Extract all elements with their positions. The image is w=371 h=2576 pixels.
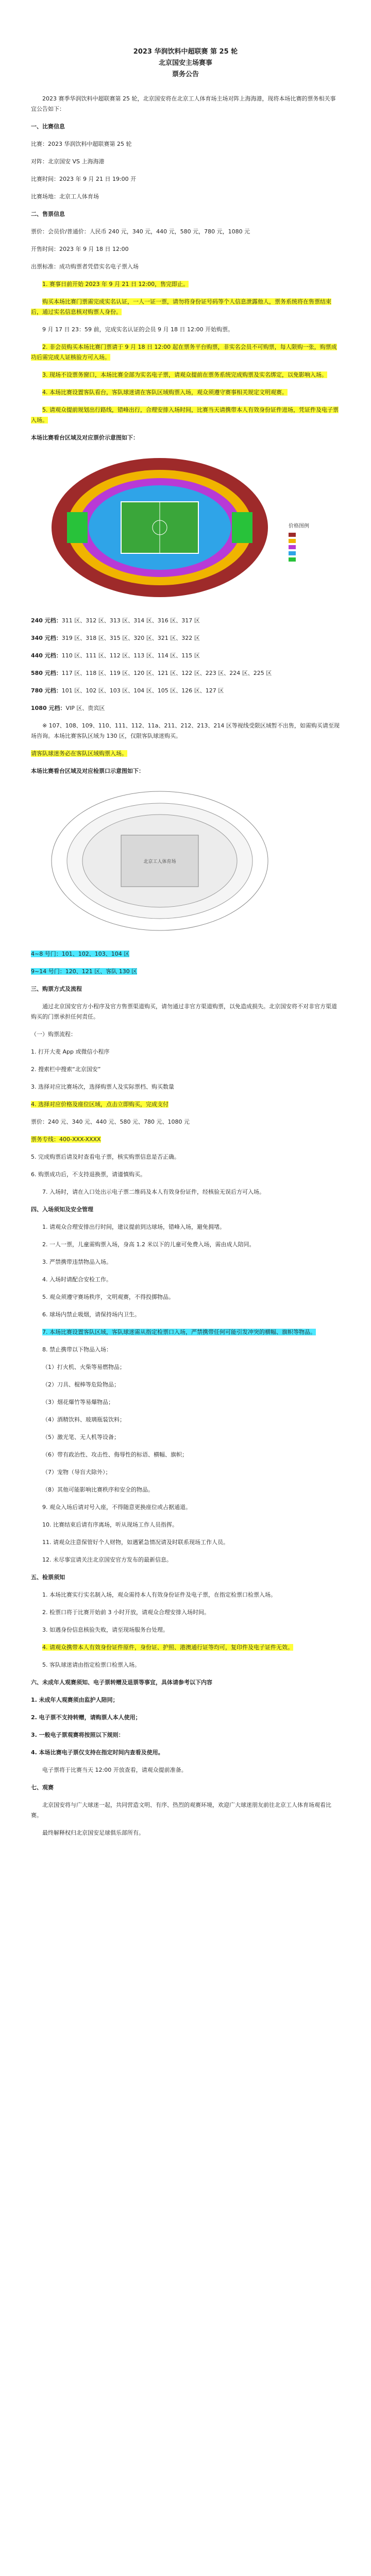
document-body bbox=[31, 46, 340, 1845]
step-2: 2. 搜索栏中搜索“北京国安” bbox=[31, 1066, 101, 1073]
rule-item-4: 4. 本场比赛电子票仅支持在指定时间内查看及使用。 bbox=[31, 1749, 164, 1756]
legend-swatch-5 bbox=[289, 557, 296, 562]
venue-line: 比赛场地：北京工人体育场 bbox=[31, 193, 99, 200]
price-line: 票价：会员价/普通价：人民币 240 元，340 元，440 元，580 元，780 元，1080 元 bbox=[31, 228, 250, 235]
legend-title: 价格图例 bbox=[289, 523, 309, 529]
check-item-2: 2. 检票口将于比赛开始前 3 小时开放，请观众合理安排入场时间。 bbox=[42, 1609, 210, 1616]
price-zone-zones-1: 311 区、312 区、313 区、314 区、316 区、317 区 bbox=[61, 617, 200, 624]
price-zone-zones-3: 110 区、111 区、112 区、113 区、114 区、115 区 bbox=[61, 652, 200, 659]
prohibited-item-1: （1）打火机、火柴等易燃物品； bbox=[42, 1364, 125, 1370]
check-item-4-highlight: 4. 请观众携带本人有效身份证件原件，身份证、护照、港澳通行证等均可，复印件及电子证件无效。 bbox=[42, 1644, 293, 1651]
check-item-3: 3. 如遇身份信息核验失败，请至现场服务台处理。 bbox=[42, 1626, 168, 1633]
entry-item-1: 1. 请观众合理安排出行时间，建议提前到达球场，错峰入场，避免拥堵。 bbox=[42, 1224, 225, 1230]
section-3-p1: 通过北京国安官方小程序及官方售票渠道购买，请勿通过非官方渠道购票，以免造成损失。北京国安将不对非官方渠道购买的门票承担任何责任。 bbox=[31, 1003, 337, 1020]
entry-item-9: 9. 观众入场后请对号入座，不得随意更换座位或占据通道。 bbox=[42, 1504, 191, 1511]
gate-highlight-2: 9~14 号门：120、121 区、客队 130 区 bbox=[31, 968, 138, 975]
highlight-1: 1. 赛事日前开始 2023 年 9 月 21 日 12:00，售完即止。 bbox=[42, 281, 189, 287]
saletime-line: 开售时间：2023 年 9 月 18 日 12:00 bbox=[31, 246, 129, 252]
price-zone-label-2: 340 元档： bbox=[31, 635, 62, 641]
price-zone-label-5: 780 元档： bbox=[31, 687, 62, 694]
section-2-heading: 二、售票信息 bbox=[31, 211, 65, 217]
time-line: 比赛时间：2023 年 9 月 21 日 19:00 开 bbox=[31, 176, 137, 182]
section-7-p2: 最终解释权归北京国安足球俱乐部所有。 bbox=[42, 1829, 144, 1836]
prohibited-heading: 8. 禁止携带以下物品入场： bbox=[42, 1346, 112, 1353]
map2-caption: 本场比赛看台区域及对应检票口示意图如下： bbox=[31, 768, 144, 774]
section-6-heading: 六、未成年人观赛须知、电子票转赠及退票等事宜，具体请参考以下内容 bbox=[31, 1679, 212, 1686]
title-line-3: 票务公告 bbox=[172, 71, 199, 78]
entry-item-2: 2. 一人一票，儿童需购票入场，身高 1.2 米以下的儿童可免费入场，需由成人陪同。 bbox=[42, 1241, 255, 1248]
price-zone-label-1: 240 元档： bbox=[31, 617, 62, 624]
rule-item-3: 3. 一般电子票观赛将按照以下规则： bbox=[31, 1732, 124, 1738]
section-5-heading: 五、检票须知 bbox=[31, 1574, 65, 1581]
prohibited-item-3: （3）烟花爆竹等易爆物品； bbox=[42, 1399, 114, 1405]
section-3-p2: （一）购票流程： bbox=[31, 1031, 76, 1038]
prohibited-item-6: （6）带有政治性、攻击性、侮辱性的标语、横幅、旗帜； bbox=[42, 1451, 188, 1458]
title-line-1: 2023 华润饮料中超联赛 第 25 轮 bbox=[133, 48, 238, 56]
prohibited-item-2: （2）刀具、棍棒等危险物品； bbox=[42, 1381, 120, 1388]
entry-item-11: 11. 请观众注意保管好个人财物，如遇紧急情况请及时联系现场工作人员。 bbox=[42, 1539, 229, 1546]
gate-highlight-list bbox=[31, 949, 340, 977]
entry-item-5: 5. 观众须遵守赛场秩序，文明观赛，不得投掷物品。 bbox=[42, 1294, 174, 1300]
price-zone-zones-5: 101 区、102 区、103 区、104 区、105 区、126 区、127 区 bbox=[61, 687, 224, 694]
stadium-price-map bbox=[31, 450, 340, 606]
step-3: 3. 选择对应比赛场次，选择购票人及实际票档、购买数量 bbox=[31, 1083, 174, 1090]
legend-swatch-2 bbox=[289, 539, 296, 543]
standard-line: 出票标准：成功购票者凭借实名电子票入场 bbox=[31, 263, 139, 270]
legend-swatch-3 bbox=[289, 545, 296, 549]
section-6-paragraph: 电子票将于比赛当天 12:00 开放查看，请观众提前准备。 bbox=[42, 1767, 187, 1773]
step-6: 6. 购票成功后，不支持退换票，请谨慎购买。 bbox=[31, 1171, 146, 1178]
price-zone-label-6: 1080 元档： bbox=[31, 705, 66, 711]
prohibited-item-5: （5）激光笔、无人机等设备； bbox=[42, 1434, 120, 1440]
plain-paragraph-1: 9 月 17 日 23：59 前，完成实名认证的会员 9 月 18 日 12:00 开始购票。 bbox=[42, 326, 234, 333]
stadium-gate-map bbox=[31, 784, 340, 940]
legend-swatch-1 bbox=[289, 533, 296, 537]
section-4-heading: 四、入场须知及安全管理 bbox=[31, 1206, 93, 1213]
check-item-1: 1. 本场比赛实行实名制入场，观众需持本人有效身份证件及电子票，在指定检票口检票入场。 bbox=[42, 1591, 276, 1598]
highlight-2: 购买本场比赛门票需完成实名认证，一人一证一票，请勿将身份证号码等个人信息泄露他人，票务系统将在售票结束后，通过实名信息核对购票人身份。 bbox=[31, 298, 331, 315]
entry-item-3: 3. 严禁携带违禁物品入场。 bbox=[42, 1259, 112, 1265]
price-zone-zones-2: 319 区、318 区、315 区、320 区、321 区、322 区 bbox=[61, 635, 200, 641]
rule-item-2: 2. 电子票不支持转赠，请购票人本人使用； bbox=[31, 1714, 141, 1721]
legend-swatch-4 bbox=[289, 551, 296, 555]
highlight-6: 5. 请观众提前规划出行路线，错峰出行，合理安排入场时间，比赛当天请携带本人有效身份证件进场，凭证件及电子票入场。 bbox=[31, 406, 339, 423]
highlight-4: 3. 现场不设票务窗口，本场比赛全部为实名电子票，请观众提前在票务系统完成购票及实名绑定，以免影响入场。 bbox=[42, 371, 327, 378]
intro-paragraph: 2023 赛季华润饮料中超联赛第 25 轮，北京国安将在北京工人体育场主场对阵上海海港，现将本场比赛的票务相关事宜公告如下： bbox=[31, 95, 336, 112]
step-1: 1. 打开大麦 App 或微信小程序 bbox=[31, 1048, 110, 1055]
rule-item-1: 1. 未成年人观赛须由监护人陪同； bbox=[31, 1697, 119, 1703]
zone-green-right bbox=[232, 512, 252, 543]
stadium-gate-map-svg bbox=[31, 784, 340, 938]
step-5: 5. 完成购票后请及时查看电子票，核实购票信息是否正确。 bbox=[31, 1154, 180, 1160]
prohibited-item-4: （4）酒精饮料、玻璃瓶装饮料； bbox=[42, 1416, 125, 1423]
entry-item-6: 6. 球场内禁止吸烟，请保持场内卫生。 bbox=[42, 1311, 140, 1318]
section-3-heading: 三、购票方式及流程 bbox=[31, 986, 82, 992]
check-item-5: 5. 客队球迷请由指定检票口检票入场。 bbox=[42, 1662, 140, 1668]
title-block bbox=[31, 46, 340, 80]
section-7-heading: 七、观赛 bbox=[31, 1784, 54, 1791]
gate-highlight-1: 4~8 号门：101、102、103、104 区 bbox=[31, 951, 130, 957]
price-zone-label-3: 440 元档： bbox=[31, 652, 62, 659]
price-zone-list bbox=[31, 616, 340, 714]
gate-stadium-label: 北京工人体育场 bbox=[143, 859, 176, 865]
hotline-highlight: 票务专线：400-XXX-XXXX bbox=[31, 1136, 101, 1143]
entry-item-7-highlight: 7. 本场比赛设置客队区域，客队球迷需从指定检票口入场，严禁携带任何可能引发冲突的横幅、旗帜等物品。 bbox=[42, 1329, 316, 1335]
title-line-2: 北京国安主场赛事 bbox=[158, 59, 212, 67]
price-zone-zones-6: VIP 区、贵宾区 bbox=[65, 705, 105, 711]
section-7-p1: 北京国安将与广大球迷一起，共同营造文明、有序、热烈的观赛环境，欢迎广大球迷朋友前往北京工人体育场观看比赛。 bbox=[31, 1802, 331, 1819]
step-4-highlight: 4. 选择对应价格及座位区域，点击立即购买，完成支付 bbox=[31, 1101, 168, 1108]
prohibited-item-8: （8）其他可能影响比赛秩序和安全的物品。 bbox=[42, 1486, 154, 1493]
map1-caption: 本场比赛看台区域及对应票价示意图如下： bbox=[31, 434, 139, 441]
entry-item-12: 12. 未尽事宜请关注北京国安官方发布的最新信息。 bbox=[42, 1556, 172, 1563]
price-zone-zones-4: 117 区、118 区、119 区、120 区、121 区、122 区、223 区、224 区、225 区 bbox=[61, 670, 272, 676]
price-zone-label-4: 580 元档： bbox=[31, 670, 62, 676]
section-1-heading: 一、比赛信息 bbox=[31, 123, 65, 130]
zone-green-left bbox=[67, 512, 88, 543]
stadium-price-map-svg bbox=[31, 450, 340, 605]
teams-line: 对阵：北京国安 VS 上海海港 bbox=[31, 158, 105, 165]
entry-item-10: 10. 比赛结束后请有序离场，听从现场工作人员指挥。 bbox=[42, 1521, 178, 1528]
prohibited-item-7: （7）宠物（导盲犬除外）； bbox=[42, 1469, 111, 1476]
highlight-3: 2. 非会员购买本场比赛门票请于 9 月 18 日 12:00 起在票务平台购票，非实名会员不可购票，每人限购一张，购票成功后需完成人证核验方可入场。 bbox=[31, 344, 337, 361]
guest-highlight: 请客队球迷务必在客队区域购票入场。 bbox=[31, 750, 127, 757]
entry-item-4: 4. 入场时请配合安检工作。 bbox=[42, 1276, 112, 1283]
price-summary-line: 票价：240 元、340 元、440 元、580 元、780 元、1080 元 bbox=[31, 1118, 190, 1125]
step-7: 7. 入场时，请在入口处出示电子票二维码及本人有效身份证件，经核验无误后方可入场。 bbox=[42, 1189, 265, 1195]
highlight-5: 4. 本场比赛设置客队看台，客队球迷请在客队区域购票入场，观众须遵守赛事相关规定文明观赛。 bbox=[42, 389, 288, 396]
blocked-zones-note: ※ 107、108、109、110、111、112、11a、211、212、213、214 区等视线受限区域暂不出售，如需购买请至现场咨询。本场比赛客队区域为 130 区，仅限客队球迷购买。 bbox=[31, 722, 340, 739]
match-line: 比赛：2023 华润饮料中超联赛第 25 轮 bbox=[31, 141, 132, 147]
